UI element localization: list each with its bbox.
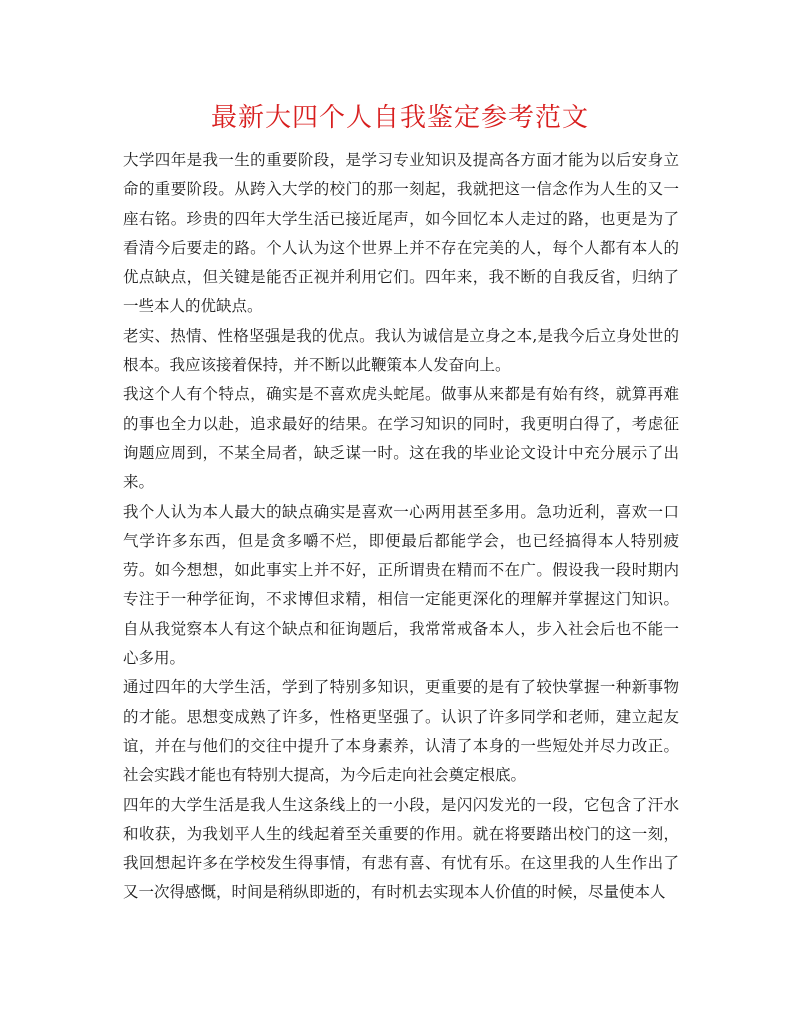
paragraph-3: 我这个人有个特点，确实是不喜欢虎头蛇尾。做事从来都是有始有终，就算再难的事也全力以赴，追求最好的结果。在学习知识的同时，我更明白得了，考虑征询题应周到，不某全局者，缺乏谋一时。这在我的毕业论文设计中充分展示了出来。 xyxy=(123,385,679,492)
document-body xyxy=(123,146,679,908)
document-title: 最新大四个人自我鉴定参考范文 xyxy=(210,103,589,133)
paragraph-6: 四年的大学生活是我人生这条线上的一小段，是闪闪发光的一段，它包含了汗水和收获，为我划平人生的线起着至关重要的作用。就在将要踏出校门的这一刻，我回想起许多在学校发生得事情，有悲有喜、有忧有乐。在这里我的人生作出了又一次得感慨，时间是稍纵即逝的，有时机去实现本人价值的时候，尽量使本人 xyxy=(123,795,679,902)
paragraph-2: 老实、热情、性格坚强是我的优点。我认为诚信是立身之本,是我今后立身处世的根本。我应该接着保持，并不断以此鞭策本人发奋向上。 xyxy=(123,326,679,375)
paragraph-5: 通过四年的大学生活，学到了特别多知识，更重要的是有了较快掌握一种新事物的才能。思想变成熟了许多，性格更坚强了。认识了许多同学和老师，建立起友谊，并在与他们的交往中提升了本身素养，认清了本身的一些短处并尽力改正。社会实践才能也有特别大提高，为今后走向社会奠定根底。 xyxy=(123,678,679,785)
paragraph-1: 大学四年是我一生的重要阶段，是学习专业知识及提高各方面才能为以后安身立命的重要阶段。从跨入大学的校门的那一刻起，我就把这一信念作为人生的又一座右铭。珍贵的四年大学生活已接近尾声，如今回忆本人走过的路，也更是为了看清今后要走的路。个人认为这个世界上并不存在完美的人，每个人都有本人的优点缺点，但关键是能否正视并利用它们。四年来，我不断的自我反省，归纳了一些本人的优缺点。 xyxy=(123,151,679,316)
paragraph-4: 我个人认为本人最大的缺点确实是喜欢一心两用甚至多用。急功近利，喜欢一口气学许多东西，但是贪多嚼不烂，即便最后都能学会，也已经搞得本人特别疲劳。如今想想，如此事实上并不好，正所谓贵在精而不在广。假设我一段时期内专注于一种学征询，不求博但求精，相信一定能更深化的理解并掌握这门知识。自从我觉察本人有这个缺点和征询题后，我常常戒备本人，步入社会后也不能一心多用。 xyxy=(123,502,679,668)
